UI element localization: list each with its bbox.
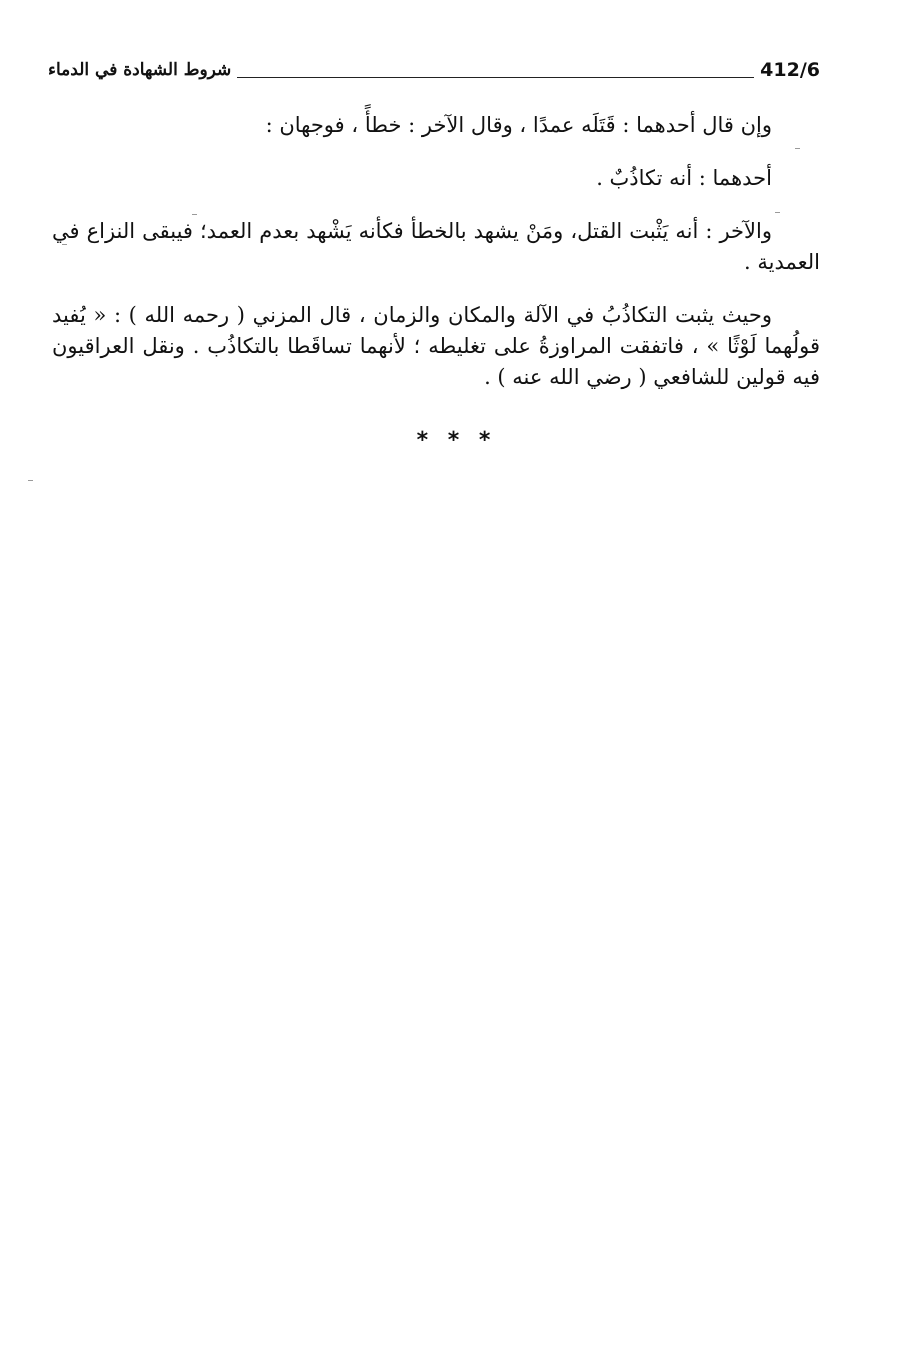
- page-number: 412/6: [760, 59, 820, 81]
- paragraph-4: وحيث يثبت التكاذُبُ في الآلة والمكان والزمان ، قال المزني ( رحمه الله ) : « يُفيد قولُهما لَوْثًا » ، فاتفقت المراوزةُ على تغليطه ؛ لأنهما تساقَطا بالتكاذُب . ونقل العراقيون فيه قولين للشافعي ( رضي الله عنه ) .: [52, 303, 820, 389]
- body-text: [52, 110, 820, 393]
- running-header: [48, 52, 820, 84]
- scan-speck: [28, 480, 33, 481]
- section-separator: * * *: [416, 428, 497, 453]
- paragraph-2: أحدهما : أنه تكاذُبٌ .: [596, 166, 772, 190]
- scan-speck: [775, 212, 780, 213]
- header-rule: [237, 77, 754, 78]
- paragraph-3: والآخر : أنه يَثْبت القتل، ومَنْ يشهد بالخطأ فكأنه يَشْهد بعدم العمد؛ فيبقى النزاع في العمدية .: [52, 219, 820, 274]
- paragraph-1: وإن قال أحدهما : قَتَلَه عمدًا ، وقال الآخر : خطأً ، فوجهان :: [265, 113, 772, 137]
- chapter-title: شروط الشهادة في الدماء: [48, 60, 232, 80]
- scan-speck: [795, 148, 800, 149]
- scan-speck: [192, 214, 197, 215]
- scan-speck: [62, 244, 67, 245]
